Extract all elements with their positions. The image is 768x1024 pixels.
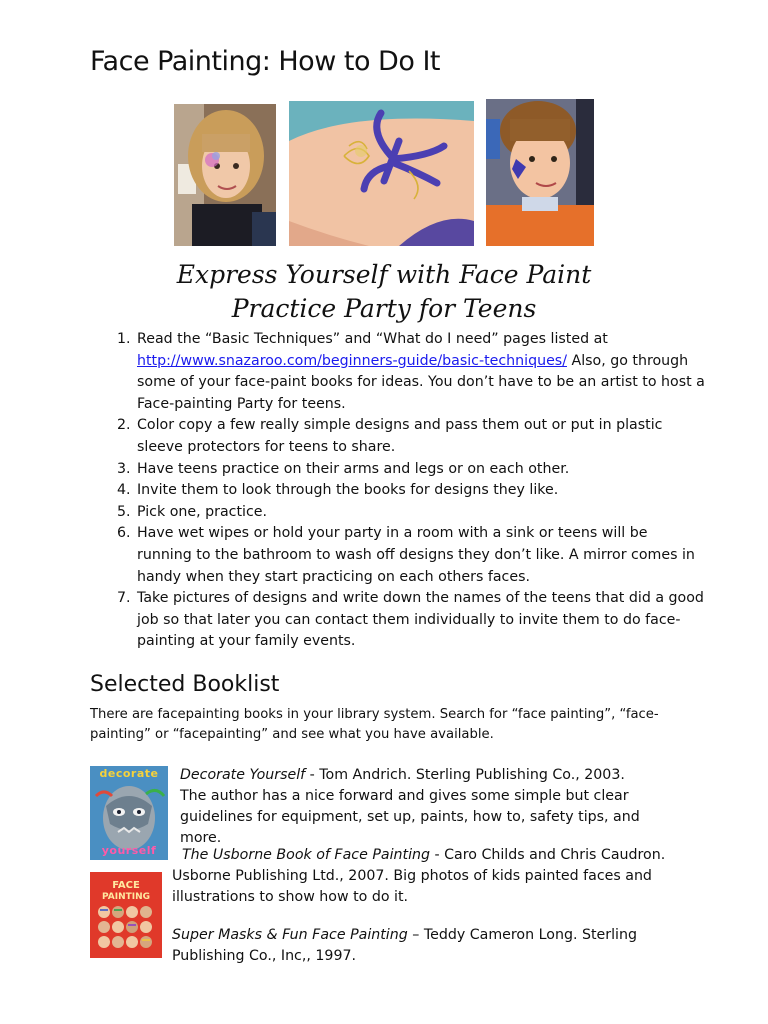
- step-3: 3. Have teens practice on their arms and legs or on each other.: [135, 459, 705, 481]
- step-2: 2. Color copy a few really simple designs and pass them out or put in plastic sleeve protectors for teens to share.: [135, 415, 705, 458]
- booklist-heading: Selected Booklist: [90, 672, 280, 697]
- book-title: Decorate Yourself: [180, 767, 306, 783]
- cover-title-bottom: PAINTING: [101, 892, 151, 902]
- book-description: The author has a nice forward and gives some simple but clear guidelines for equipment, set up, paints, how to, safety tips, and more.: [180, 788, 640, 846]
- snazaroo-link[interactable]: http://www.snazaroo.com/beginners-guide/basic-techniques/: [137, 352, 567, 369]
- subtitle: [0, 258, 768, 326]
- book-description: Publishing Co., Inc,, 1997.: [172, 948, 357, 964]
- page-title: Face Painting: How to Do It: [90, 46, 440, 77]
- book-details: – Teddy Cameron Long. Sterling: [407, 927, 637, 943]
- step-5: 5. Pick one, practice.: [135, 502, 705, 524]
- step-7: 7. Take pictures of designs and write down the names of the teens that did a good job so that later you can contact them individually to invite them to do face-painting at your family events.: [135, 588, 705, 653]
- booklist-intro: There are facepainting books in your library system. Search for “face painting”, “face-painting” or “facepainting” and see what you have available.: [90, 707, 659, 742]
- step-text: Also, go through some of your face-paint books for ideas. You don’t have to be an artist to host a Face-painting Party for teens.: [137, 352, 705, 412]
- book-title: Super Masks & Fun Face Painting: [172, 927, 408, 943]
- book-cover-decorate-yourself: [90, 766, 168, 860]
- step-1: [135, 329, 705, 415]
- cover-title-bottom: yourself: [101, 844, 157, 857]
- book-entry-super-masks: [172, 925, 672, 967]
- book-cover-usborne-face-painting: [90, 872, 162, 958]
- book-title: The Usborne Book of Face Painting: [182, 847, 431, 863]
- subtitle-line-1: Express Yourself with Face Paint: [176, 260, 592, 289]
- photo-boy-painted-face: [486, 99, 594, 246]
- cover-title-top: FACE: [112, 880, 140, 891]
- step-4: 4. Invite them to look through the books for designs they like.: [135, 480, 705, 502]
- book-entry-usborne: [172, 845, 672, 908]
- photo-arm-dragonfly: [289, 101, 474, 246]
- step-6: 6. Have wet wipes or hold your party in a room with a sink or teens will be running to the bathroom to wash off designs they don’t like. A mirror comes in handy when they start practicing on each others faces.: [135, 523, 705, 588]
- subtitle-line-2: Practice Party for Teens: [231, 294, 537, 323]
- steps-list: [108, 329, 705, 653]
- book-description: Usborne Publishing Ltd., 2007. Big photos of kids painted faces and illustrations to show how to do it.: [172, 868, 652, 905]
- book-details: - Tom Andrich. Sterling Publishing Co., 2003.: [305, 767, 625, 783]
- book-entry-decorate-yourself: [180, 765, 680, 849]
- book-details: - Caro Childs and Chris Caudron.: [430, 847, 666, 863]
- photo-girl-painted-face: [174, 104, 276, 246]
- step-text: Read the “Basic Techniques” and “What do I need” pages listed at: [137, 331, 608, 347]
- cover-title-top: decorate: [99, 767, 159, 780]
